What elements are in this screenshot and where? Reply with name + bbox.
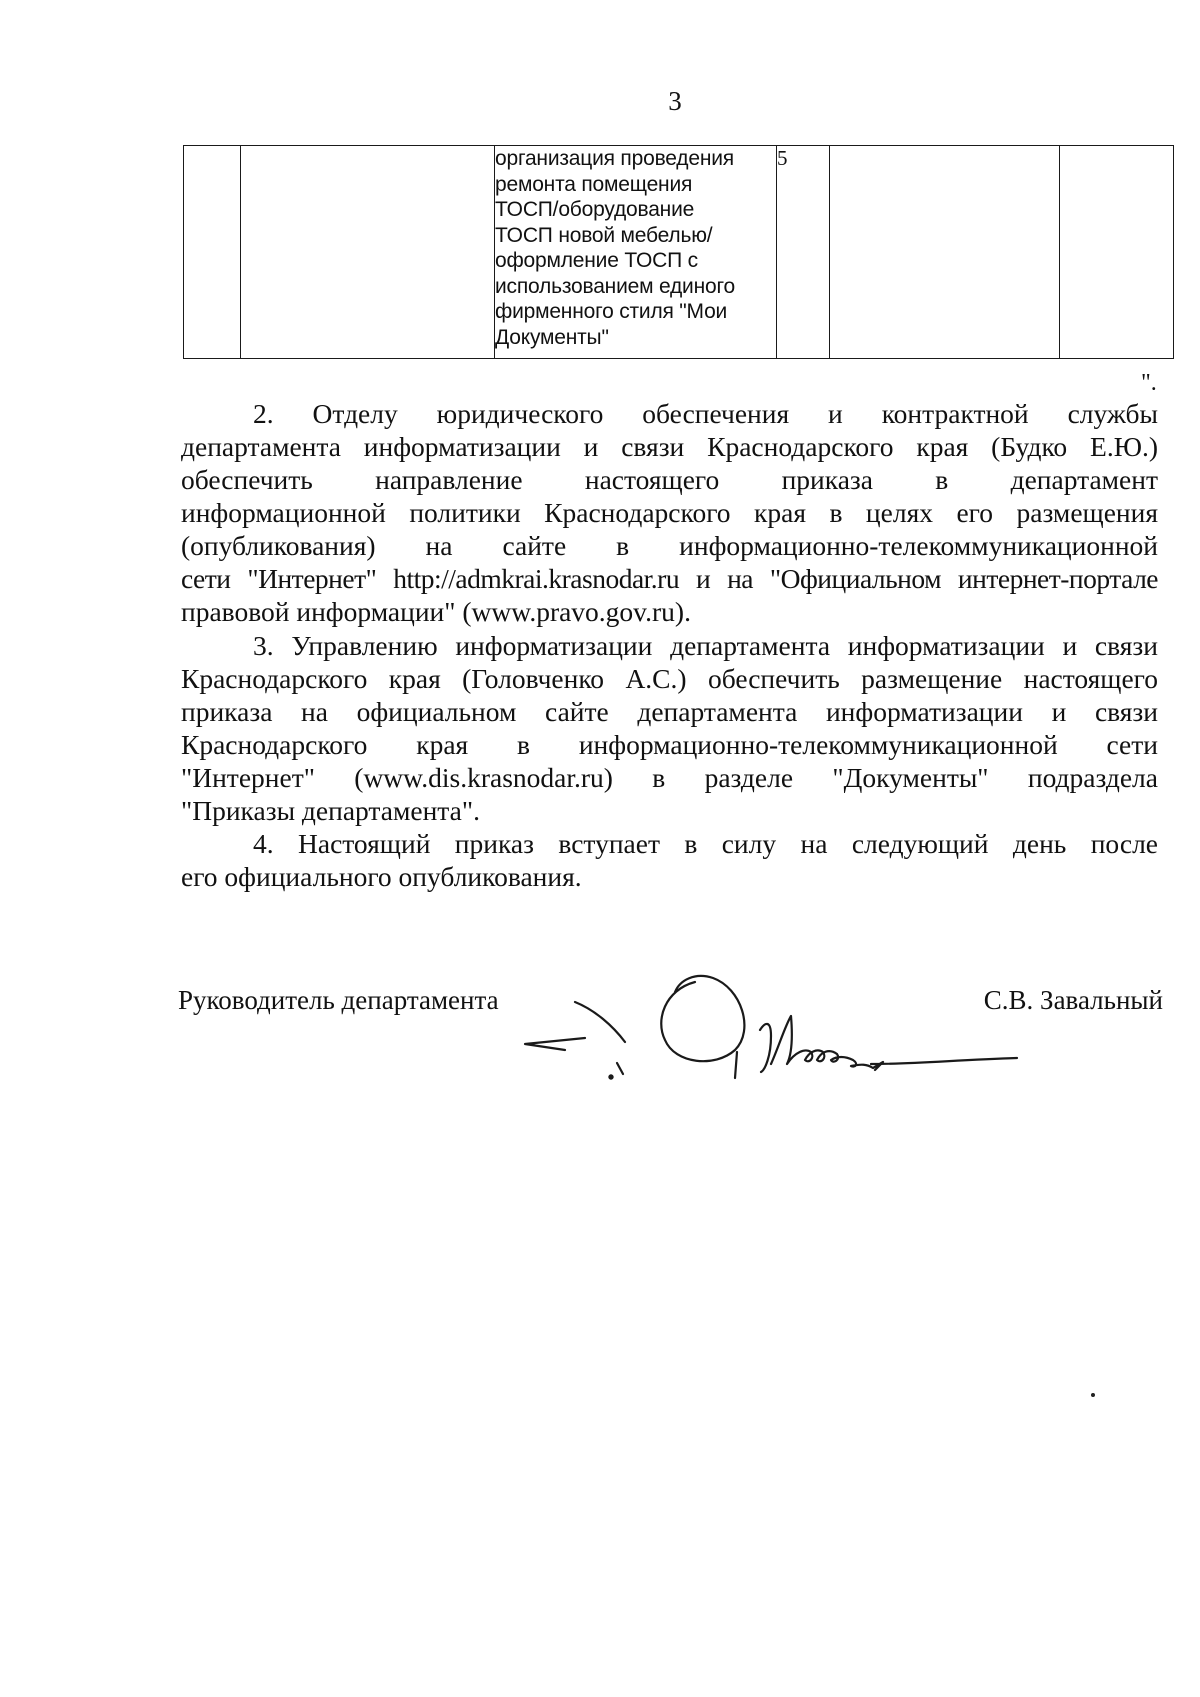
stray-mark (1091, 1393, 1095, 1397)
description-line: ТОСП новой мебелью/ (495, 223, 713, 247)
description-line: фирменного стиля "Мои (495, 300, 728, 323)
text-line: сети "Интернет" http://admkrai.krasnodar.ru и на "Официальном интернет-портале (181, 563, 1158, 594)
signatory-name: С.В. Завальный (983, 985, 1163, 1015)
closing-quote: ". (1141, 370, 1157, 396)
paragraph-4 (181, 827, 1158, 893)
description-line: оформление ТОСП с (495, 249, 698, 272)
table-row (184, 146, 1174, 359)
paragraph-3 (181, 629, 1158, 827)
text-line: правовой информации" (www.pravo.gov.ru). (181, 596, 691, 627)
text-line: Краснодарского края (Головченко А.С.) обеспечить размещение настоящего (181, 663, 1158, 694)
table-cell-empty (830, 146, 1060, 359)
text-line: 3. Управлению информатизации департамента информатизации и связи (253, 630, 1158, 661)
text-line: информационной политики Краснодарского края в целях его размещения (181, 497, 1158, 528)
description-line: организация проведения (495, 147, 734, 170)
page-number: 3 (668, 86, 682, 116)
text-line: обеспечить направление настоящего приказа в департамент (181, 464, 1158, 495)
text-line: "Интернет" (www.dis.krasnodar.ru) в разделе "Документы" подраздела (181, 762, 1158, 793)
table-cell-score: 5 (777, 146, 830, 359)
table-cell-number (184, 146, 241, 359)
signatory-title: Руководитель департамента (178, 985, 499, 1015)
description-line: Документы" (495, 325, 609, 349)
text-line: его официального опубликования. (181, 861, 582, 892)
description-line: использованием единого (495, 274, 735, 298)
text-line: "Приказы департамента". (181, 795, 480, 826)
table-cell-empty (1060, 146, 1174, 359)
text-line: Краснодарского края в информационно-телекоммуникационной сети (181, 729, 1158, 760)
text-line: 4. Настоящий приказ вступает в силу на следующий день после (253, 828, 1158, 859)
table-cell-description (495, 146, 777, 359)
text-line: (опубликования) на сайте в информационно-телекоммуникационной (181, 530, 1158, 561)
text-line: приказа на официальном сайте департамента информатизации и связи (181, 696, 1158, 727)
description-line: ремонта помещения (495, 172, 693, 196)
continued-table (183, 145, 1174, 359)
paragraph-2 (181, 397, 1158, 628)
table-cell-name (241, 146, 495, 359)
handwritten-signature (515, 960, 1025, 1100)
text-line: департамента информатизации и связи Краснодарского края (Будко Е.Ю.) (181, 431, 1158, 462)
text-line: 2. Отделу юридического обеспечения и контрактной службы (253, 398, 1158, 429)
description-line: ТОСП/оборудование (495, 198, 695, 221)
